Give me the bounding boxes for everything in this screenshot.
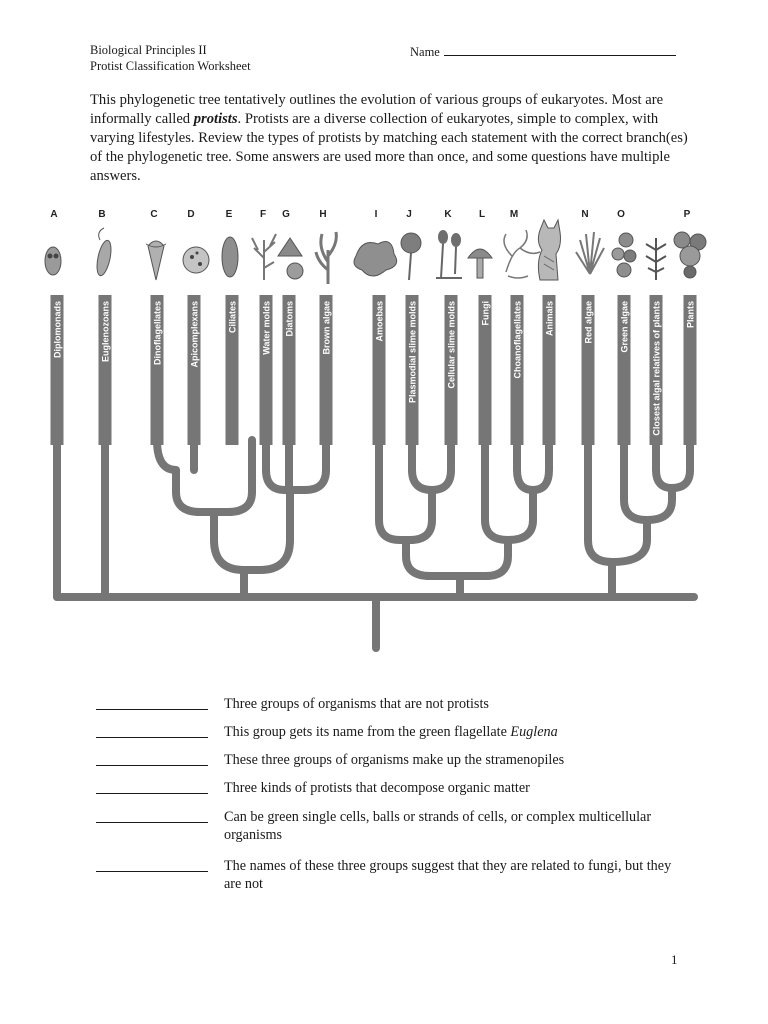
clade-green bbox=[624, 440, 672, 520]
branch-letter-c: C bbox=[150, 209, 158, 220]
branch-letter-p: P bbox=[683, 209, 691, 220]
branch-letter-d: D bbox=[187, 209, 195, 220]
dinoflagellate-illustration bbox=[146, 241, 166, 280]
branch-letter-l: L bbox=[478, 209, 486, 220]
question-text-part: This group gets its name from the green flagellate bbox=[224, 724, 511, 740]
fungus-illustration bbox=[468, 249, 492, 278]
branch-letter-h: H bbox=[319, 209, 327, 220]
worksheet-title: Protist Classification Worksheet bbox=[90, 59, 251, 73]
cellular-slime-mold-illustration bbox=[436, 230, 462, 278]
red-alga-illustration bbox=[576, 232, 604, 274]
diatom-illustration bbox=[278, 238, 303, 279]
branch-label-water-molds: Water molds bbox=[261, 301, 272, 355]
branch-label-brown-algae: Brown algae bbox=[321, 301, 332, 355]
branch-label-plants: Plants bbox=[685, 301, 696, 329]
branch-label-closest-algal-relatives-of-plants: Closest algal relatives of plants bbox=[651, 301, 662, 436]
branch-label-plasmodial-slime-molds: Plasmodial slime molds bbox=[407, 301, 418, 404]
tree-branches bbox=[51, 295, 697, 445]
branch-label-apicomplexans: Apicomplexans bbox=[189, 301, 200, 368]
name-label: Name bbox=[410, 45, 440, 59]
clade-archaeplastida bbox=[588, 440, 647, 562]
question-text: Can be green single cells, balls or strands of cells, or complex multicellular organisms bbox=[224, 809, 652, 843]
branch-letter-a: A bbox=[50, 209, 58, 220]
branch-letter-f: F bbox=[259, 209, 267, 220]
clade-cde bbox=[157, 440, 252, 512]
charophyte-illustration bbox=[646, 238, 666, 280]
branch-label-amoebas: Amoebas bbox=[374, 301, 385, 342]
apicomplexan-illustration bbox=[183, 247, 209, 273]
clade-animals bbox=[517, 440, 549, 490]
amoeba-illustration bbox=[354, 242, 397, 276]
course-title: Biological Principles II bbox=[90, 43, 207, 57]
branch-letter-g: G bbox=[282, 209, 290, 220]
ciliate-illustration bbox=[222, 237, 238, 277]
clade-unikonts bbox=[406, 540, 508, 576]
water-mold-illustration bbox=[252, 234, 276, 280]
diplomonad-illustration bbox=[45, 247, 61, 275]
answer-blank[interactable] bbox=[96, 765, 208, 766]
clade-jk bbox=[412, 440, 451, 490]
branch-letter-i: I bbox=[374, 209, 378, 220]
green-alga-illustration bbox=[612, 233, 636, 277]
answer-blank[interactable] bbox=[96, 737, 208, 738]
branch-letter-o: O bbox=[617, 209, 625, 220]
branch-label-choanoflagellates: Choanoflagellates bbox=[512, 301, 523, 379]
branch-letters bbox=[50, 209, 690, 220]
choanoflagellate-illustration bbox=[504, 230, 540, 278]
clade-fgh bbox=[266, 440, 326, 490]
branch-label-euglenozoans: Euglenozoans bbox=[100, 301, 111, 363]
plasmodial-slime-mold-illustration bbox=[401, 233, 421, 280]
question-text bbox=[224, 723, 684, 741]
branch-letter-n: N bbox=[581, 209, 589, 220]
answer-blank[interactable] bbox=[96, 709, 208, 710]
intro-text-2: . Protists are a diverse collection of eukaryotes, simple to complex, with varying lifestyles. Review the types of protists by matching each statement with the correct branch(es) of the phylogenetic tree. Some answers are used more than once, and some questions have multiple answers. bbox=[90, 111, 688, 184]
tree-structure bbox=[57, 440, 694, 648]
brown-alga-illustration bbox=[316, 232, 336, 284]
branch-letter-e: E bbox=[225, 209, 233, 220]
question-text: The names of these three groups suggest that they are related to fungi, but they are not bbox=[224, 858, 672, 892]
branch-label-red-algae: Red algae bbox=[583, 301, 594, 344]
branch-label-fungi: Fungi bbox=[480, 301, 491, 326]
branch-label-ciliates: Ciliates bbox=[227, 301, 238, 334]
branch-letter-j: J bbox=[406, 209, 412, 220]
question-text: Three groups of organisms that are not protists bbox=[224, 696, 489, 712]
answer-blank[interactable] bbox=[96, 822, 208, 823]
answer-blank[interactable] bbox=[96, 871, 208, 872]
branch-label-diplomonads: Diplomonads bbox=[52, 301, 63, 359]
branch-letter-k: K bbox=[444, 209, 452, 220]
plant-illustration bbox=[674, 232, 706, 278]
question-text: Three kinds of protists that decompose organic matter bbox=[224, 780, 530, 796]
answer-blank[interactable] bbox=[96, 793, 208, 794]
branch-letter-m: M bbox=[509, 209, 519, 220]
intro-text-1: This phylogenetic tree tentatively outlines the evolution of various groups of eukaryotes. Most are informally called bbox=[90, 92, 664, 127]
organism-illustrations bbox=[45, 220, 706, 284]
animal-illustration bbox=[538, 220, 560, 280]
page-number: 1 bbox=[671, 952, 678, 967]
question-text-italic: Euglena bbox=[510, 724, 558, 740]
branch-label-cellular-slime-molds: Cellular slime molds bbox=[446, 301, 457, 389]
branch-label-green-algae: Green algae bbox=[619, 301, 630, 353]
clade-plants bbox=[656, 440, 690, 488]
euglenozoan-illustration bbox=[94, 228, 113, 277]
question-text: These three groups of organisms make up the stramenopiles bbox=[224, 752, 565, 768]
branch-label-dinoflagellates: Dinoflagellates bbox=[152, 301, 163, 366]
branch-label-diatoms: Diatoms bbox=[284, 301, 295, 337]
branch-label-animals: Animals bbox=[544, 301, 555, 337]
intro-keyword: protists bbox=[193, 111, 238, 127]
branch-letter-b: B bbox=[98, 209, 106, 220]
